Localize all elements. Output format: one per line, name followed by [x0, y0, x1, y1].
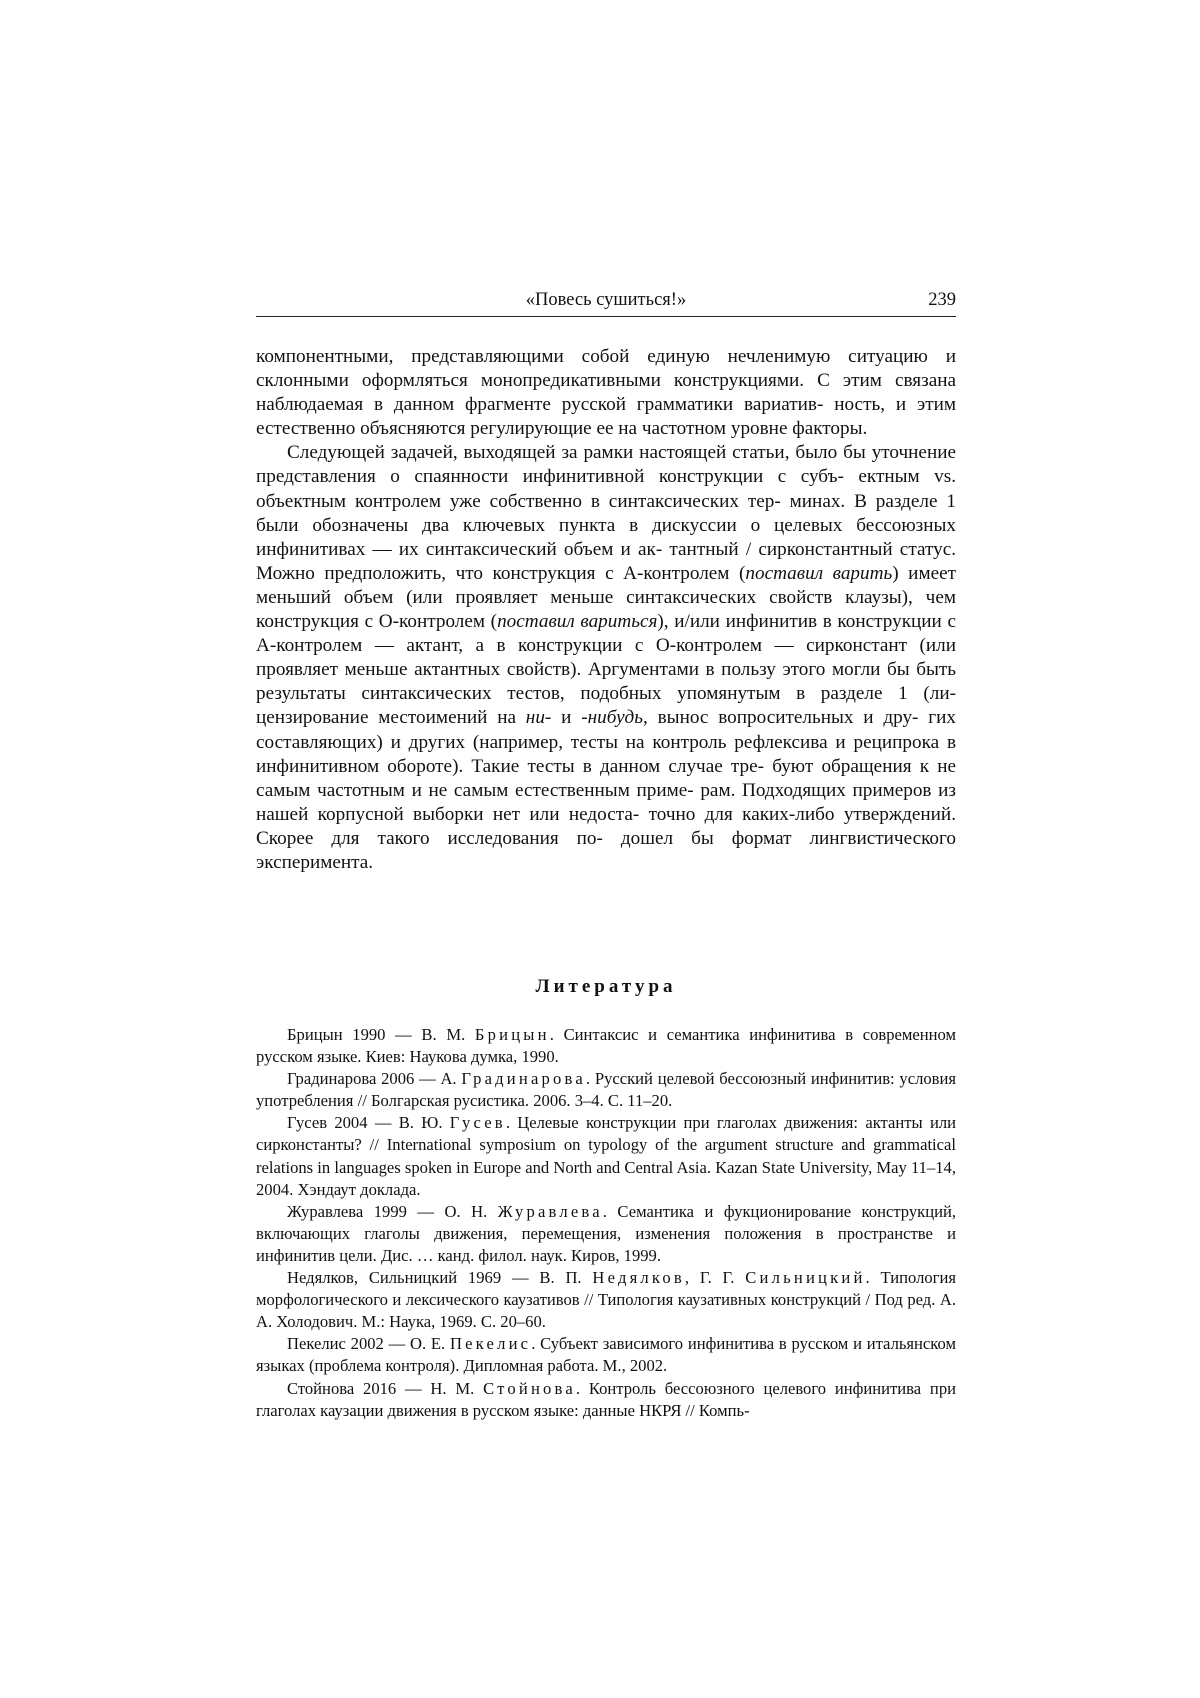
- text-line: буют обращения к не самым частотным и не самым естественным приме-: [256, 755, 956, 801]
- text-run: ) имеет меньший объем (или проявляет: [256, 562, 957, 608]
- reference-item: [256, 1267, 956, 1333]
- text-line: уровне факторы.: [730, 418, 868, 440]
- text-run: ), и/или инфинитив в конструкции с А-контролем —: [256, 611, 956, 657]
- ref-author-spaced: Пекелис: [449, 1334, 532, 1354]
- ref-rest: . Типология морфологического и лексического каузативов // Типология каузативных конструкций / Под ред. А. А. Холодович. М.: Наука, 1969. С. 20–60.: [256, 1268, 956, 1332]
- text-line: и реципрока в инфинитивном обороте). Такие тесты в данном случае тре-: [256, 731, 957, 777]
- text-line: дошел бы формат лингвистического эксперимента.: [256, 827, 957, 873]
- ref-lead: Гусев 2004 — В. Ю.: [287, 1113, 450, 1133]
- text-line: ность, и этим естественно объясняются регулирующие ее на частотном: [256, 394, 957, 440]
- text-line: [256, 707, 918, 728]
- text-line: меньше синтаксических свойств клаузы), чем конструкция с О-контролем: [256, 586, 956, 633]
- ref-author-spaced: Сильницкий: [745, 1268, 866, 1288]
- page-number: 239: [928, 290, 956, 310]
- ref-lead: Градинарова 2006 — А.: [287, 1069, 462, 1089]
- paragraph-1: [256, 345, 956, 441]
- text-line: гих составляющих) и других (например, тесты на контроль рефлексива: [256, 707, 956, 753]
- ref-lead: , Г. Г.: [684, 1268, 746, 1288]
- text-run: и: [551, 707, 582, 729]
- ref-rest: . Целевые конструкции при глаголах движения: актанты или сирконстанты? // International symposium on typology of the argument structure and grammatical relations in languages spoken in Europe and North and Central Asia. Kazan State University, May 11–14, 2004. Хэндаут доклада.: [256, 1113, 956, 1199]
- italic-example: -нибудь: [581, 707, 644, 729]
- reference-item: [256, 1068, 956, 1112]
- text-run: цензирование местоимений на: [256, 707, 526, 729]
- ref-lead: Стойнова 2016 — Н. М.: [287, 1378, 484, 1398]
- italic-example: поставил варить: [745, 562, 893, 584]
- text-run: , вынос вопросительных и дру-: [643, 707, 919, 729]
- ref-author-spaced: Брицын: [474, 1025, 550, 1044]
- ref-author-spaced: Стойнова: [483, 1378, 576, 1398]
- text-line: ектным vs. объектным контролем уже собственно в синтаксических тер-: [256, 466, 956, 512]
- text-line: результаты синтаксических тестов, подобных упомянутым в разделе 1 (ли-: [256, 683, 956, 705]
- text-line: точно для каких-либо утверждений. Скорее для такого исследования по-: [256, 803, 956, 849]
- text-line: компонентными, представляющими собой единую нечленимую ситуацию: [256, 346, 928, 367]
- running-header: [256, 290, 956, 317]
- reference-item: [256, 1024, 956, 1068]
- text-line: рам. Подходящих примеров из нашей корпусной выборки нет или недоста-: [256, 779, 956, 825]
- references-heading: Литература: [535, 976, 677, 997]
- text-run: (: [490, 611, 498, 633]
- text-line: и склонными оформляться монопредикативными конструкциями. С этим: [256, 346, 957, 392]
- ref-lead: Журавлева 1999 — О. Н.: [287, 1201, 498, 1221]
- running-title: «Повесь сушиться!»: [525, 290, 687, 310]
- text-run: с А-контролем (: [605, 562, 746, 584]
- ref-author-spaced: Журавлева: [497, 1201, 603, 1221]
- ref-lead: Пекелис 2002 — О. Е.: [287, 1334, 450, 1354]
- text-line: тантный / сирконстантный статус. Можно предположить, что конструкция: [256, 538, 957, 584]
- paragraph-2: [256, 441, 956, 875]
- references-list: [256, 1024, 956, 1422]
- reference-item: [256, 1378, 956, 1422]
- text-line: уточнение представления о спаянности инфинитивной конструкции с субъ-: [256, 442, 956, 488]
- ref-rest: . Синтаксис и семантика инфинитива в современном русском языке. Киев: Наукова думка, 1990.: [256, 1025, 956, 1067]
- ref-rest: . Семантика и фукционирование конструкций, включающих глаголы движения, перемещения, изменения положения в пространстве и инфинитив цели. Дис. … канд. филол. наук. Киров, 1999.: [256, 1201, 956, 1265]
- body-text: [256, 345, 956, 875]
- reference-item: [256, 1333, 956, 1377]
- text-line: связана наблюдаемая в данном фрагменте русской грамматики вариатив-: [256, 370, 956, 416]
- ref-author-spaced: Градинарова: [461, 1069, 586, 1089]
- ref-rest: . Контроль бессоюзного целевого инфинитива при глаголах каузации движения в русском языке: данные НКРЯ // Компь-: [256, 1378, 956, 1420]
- reference-item: [256, 1112, 956, 1200]
- text-line: актант, а в конструкции с О-контролем — сирконстант (или проявляет: [256, 635, 956, 681]
- ref-author-spaced: Недялков: [592, 1268, 685, 1288]
- text-line: о целевых бессоюзных инфинитивах — их синтаксический объем и ак-: [256, 514, 957, 560]
- italic-example: поставил вариться: [497, 611, 658, 633]
- text-line: меньше актантных свойств). Аргументами в пользу этого могли бы быть: [344, 659, 956, 681]
- ref-author-spaced: Гусев: [449, 1113, 506, 1133]
- italic-example: ни-: [525, 707, 552, 729]
- ref-rest: . Русский целевой бессоюзный инфинитив: условия употребления // Болгарская русистика. 2006. 3–4. С. 11–20.: [256, 1069, 956, 1111]
- text-line: минах. В разделе 1 были обозначены два ключевых пункта в дискуссии: [256, 490, 956, 536]
- reference-item: [256, 1201, 956, 1267]
- ref-rest: . Субъект зависимого инфинитива в русском и итальянском языках (проблема контроля). Дипломная работа. М., 2002.: [256, 1334, 956, 1376]
- text-line: Следующей задачей, выходящей за рамки настоящей статьи, было бы: [287, 442, 866, 464]
- ref-lead: Брицын 1990 — В. М.: [287, 1025, 475, 1044]
- ref-lead: Недялков, Сильницкий 1969 — В. П.: [287, 1268, 593, 1288]
